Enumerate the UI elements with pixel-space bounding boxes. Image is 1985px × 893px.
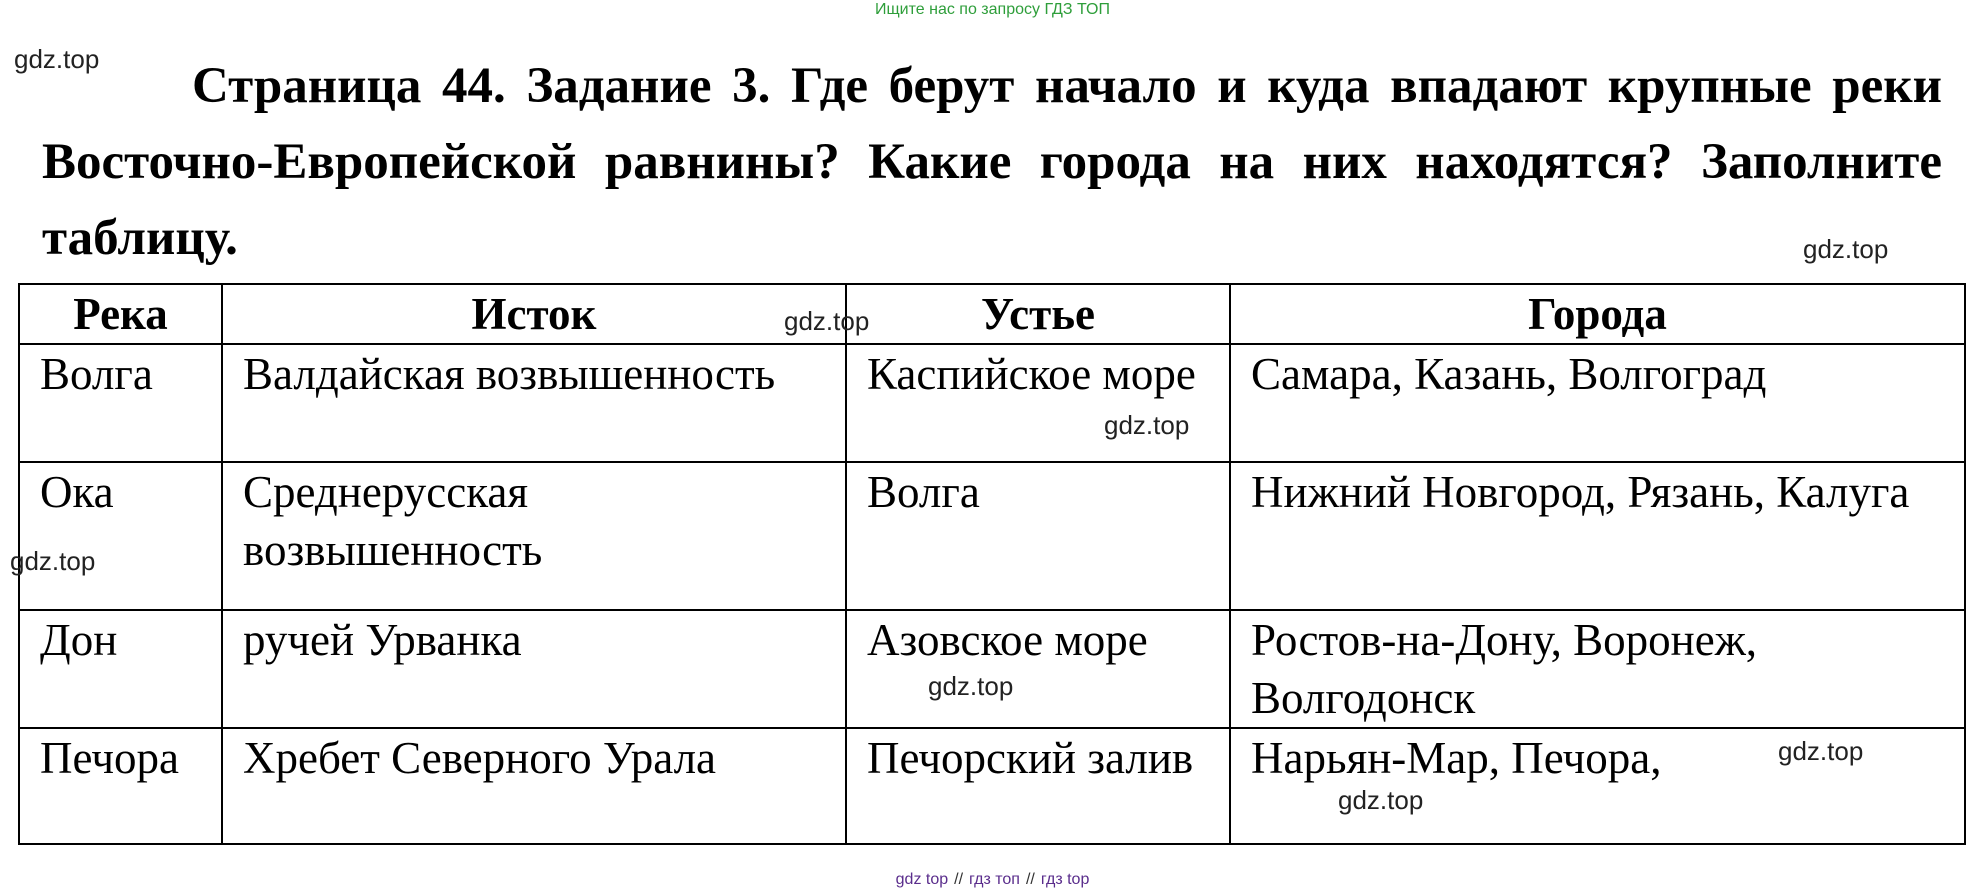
footer-link[interactable]: gdz top — [895, 871, 949, 888]
table-row — [19, 344, 1965, 462]
footer-link[interactable]: гдз top — [1040, 871, 1090, 888]
watermark: gdz.top — [10, 546, 96, 576]
footer-link[interactable]: гдз топ — [969, 871, 1020, 888]
header-cities: Города — [1230, 284, 1965, 344]
footer-links — [0, 871, 1985, 889]
cell-cities: Нарьян-Мар, Печора, — [1230, 728, 1965, 844]
cell-river: Ока — [19, 462, 222, 610]
table-row — [19, 462, 1965, 610]
cell-cities: Ростов-на-Дону, Воронеж, Волгодонск — [1230, 610, 1965, 728]
header-mouth: Устье — [846, 284, 1230, 344]
cell-source: Среднерусская возвышенность — [222, 462, 846, 610]
cell-mouth: Азовское море — [846, 610, 1230, 728]
table-header-row — [19, 284, 1965, 344]
cell-cities: Нижний Новгород, Рязань, Калуга — [1230, 462, 1965, 610]
footer-separator: // — [954, 871, 964, 888]
cell-source: Хребет Северного Урала — [222, 728, 846, 844]
header-source: Исток — [222, 284, 846, 344]
cell-source: Валдайская возвышенность — [222, 344, 846, 462]
watermark: gdz.top — [1104, 410, 1190, 440]
cell-river: Волга — [19, 344, 222, 462]
table-row — [19, 728, 1965, 844]
cell-mouth: Волга — [846, 462, 1230, 610]
table-row — [19, 610, 1965, 728]
watermark: gdz.top — [928, 671, 1014, 701]
rivers-table — [18, 283, 1966, 845]
top-banner[interactable]: Ищите нас по запросу ГДЗ ТОП — [875, 1, 1110, 18]
cell-source: ручей Урванка — [222, 610, 846, 728]
cell-cities: Самара, Казань, Волгоград — [1230, 344, 1965, 462]
watermark: gdz.top — [784, 306, 870, 336]
cell-mouth: Печорский залив — [846, 728, 1230, 844]
task-question: Страница 44. Задание 3. Где берут начало и куда впадают крупные реки Восточно-Европейской равнины? Какие города на них находятся? Заполните таблицу. — [42, 58, 1942, 266]
cell-river: Печора — [19, 728, 222, 844]
watermark: gdz.top — [14, 44, 100, 74]
watermark: gdz.top — [1803, 234, 1889, 264]
cell-mouth: Каспийское море — [846, 344, 1230, 462]
watermark: gdz.top — [1778, 736, 1864, 766]
header-river: Река — [19, 284, 222, 344]
cell-river: Дон — [19, 610, 222, 728]
footer-separator: // — [1025, 871, 1035, 888]
watermark: gdz.top — [1338, 785, 1424, 815]
